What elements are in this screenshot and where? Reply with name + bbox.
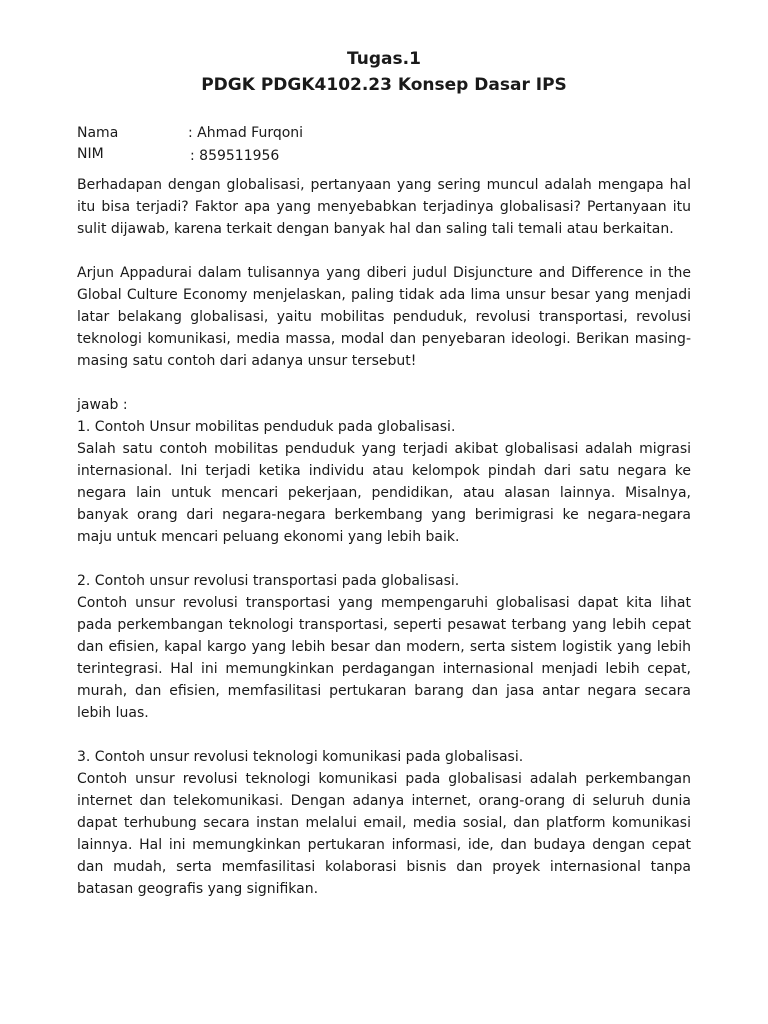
name-value: : Ahmad Furqoni bbox=[188, 125, 304, 141]
answer-3-text: Contoh unsur revolusi teknologi komunikasi pada globalisasi adalah perkembangan internet dan telekomunikasi. Dengan adanya internet, orang-orang di seluruh dunia dapat terhubung secara instan melalui email, media sosial, dan platform komunikasi lainnya. Hal ini memungkinkan pertukaran informasi, ide, dan budaya dengan cepat dan mudah, serta memfasilitasi kolaborasi bisnis dan proyek internasional tanpa batasan geografis yang signifikan. bbox=[77, 771, 691, 897]
title-line-1: Tugas.1 bbox=[347, 49, 421, 69]
answer-1-text: Salah satu contoh mobilitas penduduk yang terjadi akibat globalisasi adalah migrasi internasional. Ini terjadi ketika individu atau kelompok pindah dari satu negara ke negara lain untuk mencari pekerjaan, pendidikan, atau alasan lainnya. Misalnya, banyak orang dari negara-negara berkembang yang berimigrasi ke negara-negara maju untuk mencari peluang ekonomi yang lebih baik. bbox=[77, 441, 691, 545]
document-title bbox=[77, 46, 691, 98]
question-paragraph: Arjun Appadurai dalam tulisannya yang diberi judul Disjuncture and Difference in the Global Culture Economy menjelaskan, paling tidak ada lima unsur besar yang menjadi latar belakang globalisasi, yaitu mobilitas penduduk, revolusi transportasi, revolusi teknologi komunikasi, media massa, modal dan penyebaran ideologi. Berikan masing-masing satu contoh dari adanya unsur tersebut! bbox=[77, 265, 691, 369]
answer-2-heading: 2. Contoh unsur revolusi transportasi pada globalisasi. bbox=[77, 573, 460, 589]
identity-block bbox=[77, 122, 691, 166]
answer-1-heading: 1. Contoh Unsur mobilitas penduduk pada globalisasi. bbox=[77, 419, 456, 435]
name-label: Nama bbox=[77, 125, 119, 141]
nim-label: NIM bbox=[77, 146, 104, 162]
nim-row bbox=[77, 144, 691, 166]
document-page bbox=[77, 46, 691, 900]
name-row bbox=[77, 122, 691, 144]
answer-3-heading: 3. Contoh unsur revolusi teknologi komunikasi pada globalisasi. bbox=[77, 749, 524, 765]
answer-2-text: Contoh unsur revolusi transportasi yang mempengaruhi globalisasi dapat kita lihat pada perkembangan teknologi transportasi, seperti pesawat terbang yang lebih cepat dan efisien, kapal kargo yang lebih besar dan modern, serta sistem logistik yang lebih terintegrasi. Hal ini memungkinkan perdagangan internasional menjadi lebih cepat, murah, dan efisien, memfasilitasi pertukaran barang dan jasa antar negara secara lebih luas. bbox=[77, 595, 691, 721]
title-line-2: PDGK PDGK4102.23 Konsep Dasar IPS bbox=[201, 75, 567, 95]
answer-label: jawab : bbox=[77, 397, 128, 413]
nim-value: : 859511956 bbox=[190, 148, 280, 164]
intro-paragraph: Berhadapan dengan globalisasi, pertanyaan yang sering muncul adalah mengapa hal itu bisa terjadi? Faktor apa yang menyebabkan terjadinya globalisasi? Pertanyaan itu sulit dijawab, karena terkait dengan banyak hal dan saling tali temali atau berkaitan. bbox=[77, 177, 691, 237]
